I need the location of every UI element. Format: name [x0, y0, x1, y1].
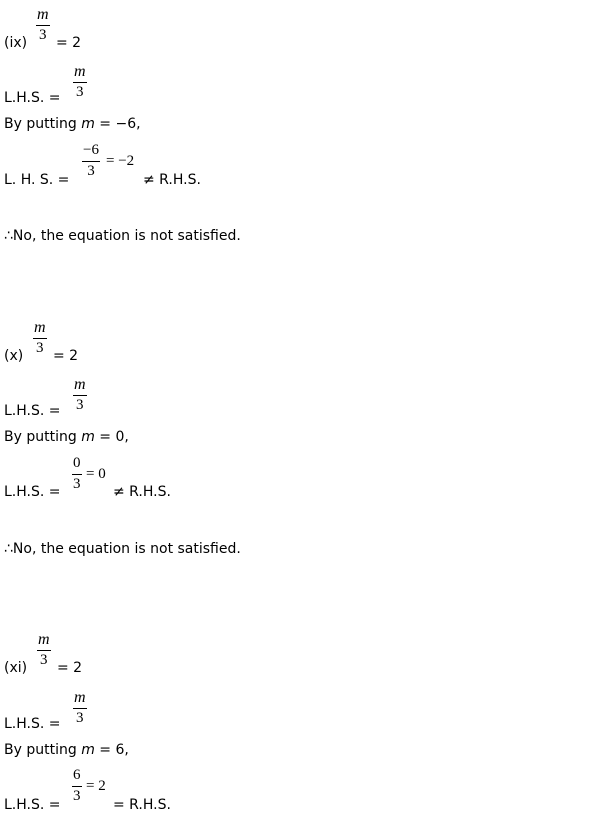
fraction-numerator: m: [74, 689, 86, 706]
fraction-bar: [37, 650, 51, 651]
compare-rhs: ≠ R.H.S.: [143, 172, 201, 188]
fraction-denominator: 3: [76, 397, 84, 413]
fraction-denominator: 3: [36, 340, 44, 356]
eval-label: L.H.S. =: [4, 484, 61, 500]
lhs-fraction: [73, 377, 87, 413]
fraction-numerator: m: [74, 63, 86, 80]
eval-fraction: [72, 768, 82, 804]
fraction-numerator: m: [74, 376, 86, 393]
fraction-denominator: 3: [73, 476, 81, 492]
substitution-line: [4, 742, 129, 758]
eval-fraction: [82, 143, 100, 179]
fraction-numerator: −6: [83, 142, 99, 158]
eval-fraction: [72, 456, 82, 492]
substitution-line: [4, 429, 129, 445]
conclusion: ∴No, the equation is not satisfied.: [4, 541, 241, 557]
putting-variable: m: [81, 116, 95, 132]
part-label: (xi): [4, 660, 28, 676]
putting-prefix: By putting: [4, 742, 77, 758]
eval-result: = 0: [86, 466, 106, 482]
fraction-denominator: 3: [76, 84, 84, 100]
fraction-bar: [72, 474, 82, 475]
fraction-denominator: 3: [73, 788, 81, 804]
putting-variable: m: [81, 429, 95, 445]
given-rhs: = 2: [56, 35, 82, 51]
putting-value: = −6,: [99, 116, 141, 132]
given-rhs: = 2: [57, 660, 83, 676]
eval-label: L.H.S. =: [4, 797, 61, 813]
fraction-bar: [33, 338, 47, 339]
fraction-bar: [73, 82, 87, 83]
putting-variable: m: [81, 742, 95, 758]
eval-label: L. H. S. =: [4, 172, 70, 188]
fraction-bar: [73, 708, 87, 709]
given-rhs: = 2: [53, 348, 79, 364]
conclusion: ∴No, the equation is not satisfied.: [4, 228, 241, 244]
given-fraction: [36, 7, 50, 43]
putting-prefix: By putting: [4, 429, 77, 445]
fraction-denominator: 3: [87, 163, 95, 179]
fraction-numerator: m: [37, 6, 49, 23]
given-fraction: [33, 320, 47, 356]
substitution-line: [4, 116, 141, 132]
putting-value: = 6,: [99, 742, 129, 758]
fraction-numerator: m: [34, 319, 46, 336]
fraction-bar: [82, 161, 100, 162]
putting-value: = 0,: [99, 429, 129, 445]
part-label: (x): [4, 348, 24, 364]
fraction-denominator: 3: [39, 27, 47, 43]
fraction-bar: [73, 395, 87, 396]
fraction-numerator: 6: [73, 767, 81, 783]
fraction-denominator: 3: [40, 652, 48, 668]
given-fraction: [37, 632, 51, 668]
fraction-numerator: m: [38, 631, 50, 648]
fraction-denominator: 3: [76, 710, 84, 726]
fraction-bar: [72, 786, 82, 787]
compare-rhs: = R.H.S.: [113, 797, 171, 813]
compare-rhs: ≠ R.H.S.: [113, 484, 171, 500]
lhs-fraction: [73, 64, 87, 100]
part-label: (ix): [4, 35, 28, 51]
fraction-numerator: 0: [73, 455, 81, 471]
putting-prefix: By putting: [4, 116, 77, 132]
lhs-fraction: [73, 690, 87, 726]
lhs-label: L.H.S. =: [4, 90, 61, 106]
eval-result: = 2: [86, 778, 106, 794]
fraction-bar: [36, 25, 50, 26]
lhs-label: L.H.S. =: [4, 403, 61, 419]
eval-result: = −2: [106, 153, 135, 169]
lhs-label: L.H.S. =: [4, 716, 61, 732]
